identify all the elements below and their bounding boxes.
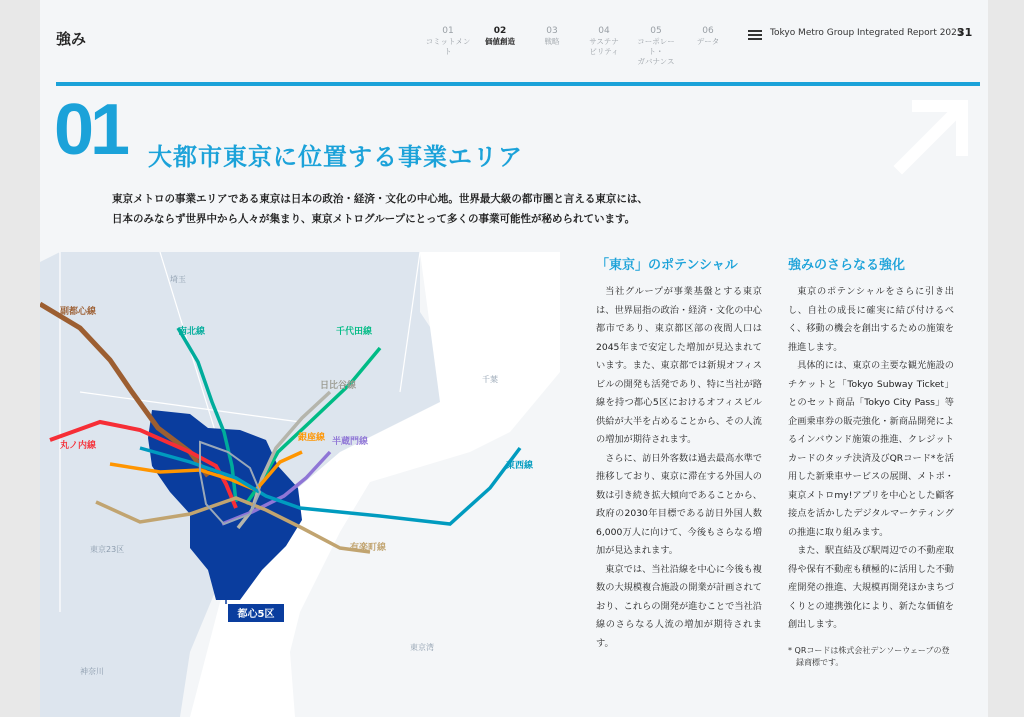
report-page [40, 0, 988, 717]
nav-num: 02 [493, 26, 507, 36]
nav-label: コーポレート・ ガバナンス [637, 37, 675, 66]
label-hanzomon: 半蔵門線 [332, 437, 369, 447]
label-chiyoda: 千代田線 [336, 327, 373, 337]
arrow-up-right-icon [890, 92, 976, 178]
column-strength-enhancement [788, 254, 954, 669]
place-chiba: 千葉 [482, 375, 498, 384]
intro-text [112, 189, 872, 229]
nav-item-governance[interactable] [630, 26, 682, 67]
nav-label: コミットメント [425, 37, 471, 56]
nav-item-commitment[interactable] [422, 26, 474, 67]
place-tokyo-bay: 東京湾 [410, 643, 434, 652]
paragraph: 具体的には、東京の主要な観光施設のチケットと「Tokyo Subway Ticket」とのセット商品「Tokyo City Pass」等企画乗車券の販売強化・新商品開発によるインバウンド施策の推進、クレジットカードのタッチ決済及びQRコード*を活用した新乗車サービスの展開、メトポ・東京メトロmy!アプリを中心とした顧客接点を活かしたデジタルマーケティングの推進に取り組みます。 [788, 360, 954, 538]
place-tokyo23: 東京23区 [90, 545, 125, 554]
nav-item-data[interactable] [682, 26, 734, 67]
core-wards-label: 都心5区 [237, 609, 275, 620]
paragraph: 当社グループが事業基盤とする東京は、世界屈指の政治・経済・文化の中心都市であり、東京都区部の夜間人口は2045年まで安定した増加が見込まれています。また、東京都では新規オフィスビルの開発も活発であり、特に当社が路線を持つ都心5区におけるオフィスビル供給が大半を占めることから、その人流の増加が期待されます。 [596, 286, 762, 445]
report-title: Tokyo Metro Group Integrated Report 2025 [770, 28, 963, 38]
paragraph: 東京のポテンシャルをさらに引き出し、自社の成長に確実に結び付けるべく、移動の機会を創出するための施策を推進します。 [788, 286, 954, 353]
nav-num: 03 [546, 26, 558, 36]
nav-num: 06 [702, 26, 714, 36]
paragraph: さらに、訪日外客数は過去最高水準で推移しており、東京に滞在する外国人の数は引き続き拡大傾向であることから、政府の2030年目標である訪日外国人数6,000万人に向けて、今後もさらなる増加が見込まれます。 [596, 452, 762, 556]
intro-line: 日本のみならず世界中から人々が集まり、東京メトログループにとって多くの事業可能性が秘められています。 [112, 213, 636, 225]
label-namboku: 南北線 [178, 327, 206, 337]
column-heading: 「東京」のポテンシャル [596, 258, 738, 273]
nav-label: サステナ ビリティ [589, 37, 619, 56]
nav-num: 01 [442, 26, 454, 36]
footnote: * QRコードは株式会社デンソーウェーブの登録商標です。 [788, 645, 950, 667]
place-kanagawa: 神奈川 [80, 667, 104, 676]
column-heading: 強みのさらなる強化 [788, 258, 906, 273]
nav-item-sustainability[interactable] [578, 26, 630, 67]
nav-label: データ [696, 37, 720, 46]
column-tokyo-potential [596, 254, 762, 653]
nav-num: 05 [650, 26, 662, 36]
intro-line: 東京メトロの事業エリアである東京は日本の政治・経済・文化の中心地。世界最大級の都市圏と言える東京には、 [112, 193, 648, 205]
label-fukutoshin: 副都心線 [60, 307, 97, 317]
header-rule [56, 82, 980, 86]
nav-item-value-creation[interactable] [474, 26, 526, 67]
paragraph: 東京では、当社沿線を中心に今後も複数の大規模複合施設の開業が計画されており、これらの開発が進むことで当社沿線のさらなる人流の増加が期待されます。 [596, 563, 762, 649]
subway-map [40, 252, 560, 717]
label-marunouchi: 丸ノ内線 [60, 441, 97, 451]
label-tozai: 東西線 [506, 461, 534, 471]
nav-num: 04 [598, 26, 610, 36]
label-ginza: 銀座線 [298, 433, 326, 443]
section-title: 強み [56, 30, 87, 48]
paragraph: また、駅直結及び駅周辺での不動産取得や保有不動産も積極的に活用した不動産開発の推進、大規模再開発ほかまちづくりとの連携強化により、新たな価値を創出します。 [788, 545, 954, 630]
page-title: 大都市東京に位置する事業エリア [148, 143, 523, 171]
place-saitama: 埼玉 [170, 275, 186, 284]
label-yurakucho: 有楽町線 [350, 543, 387, 553]
section-nav [422, 26, 734, 67]
label-hibiya: 日比谷線 [320, 381, 357, 391]
nav-label: 価値創造 [485, 37, 515, 46]
section-number: 01 [54, 90, 127, 170]
menu-icon[interactable] [748, 30, 762, 40]
nav-label: 戦略 [544, 37, 560, 46]
nav-item-strategy[interactable] [526, 26, 578, 67]
page-number: 31 [957, 26, 973, 39]
